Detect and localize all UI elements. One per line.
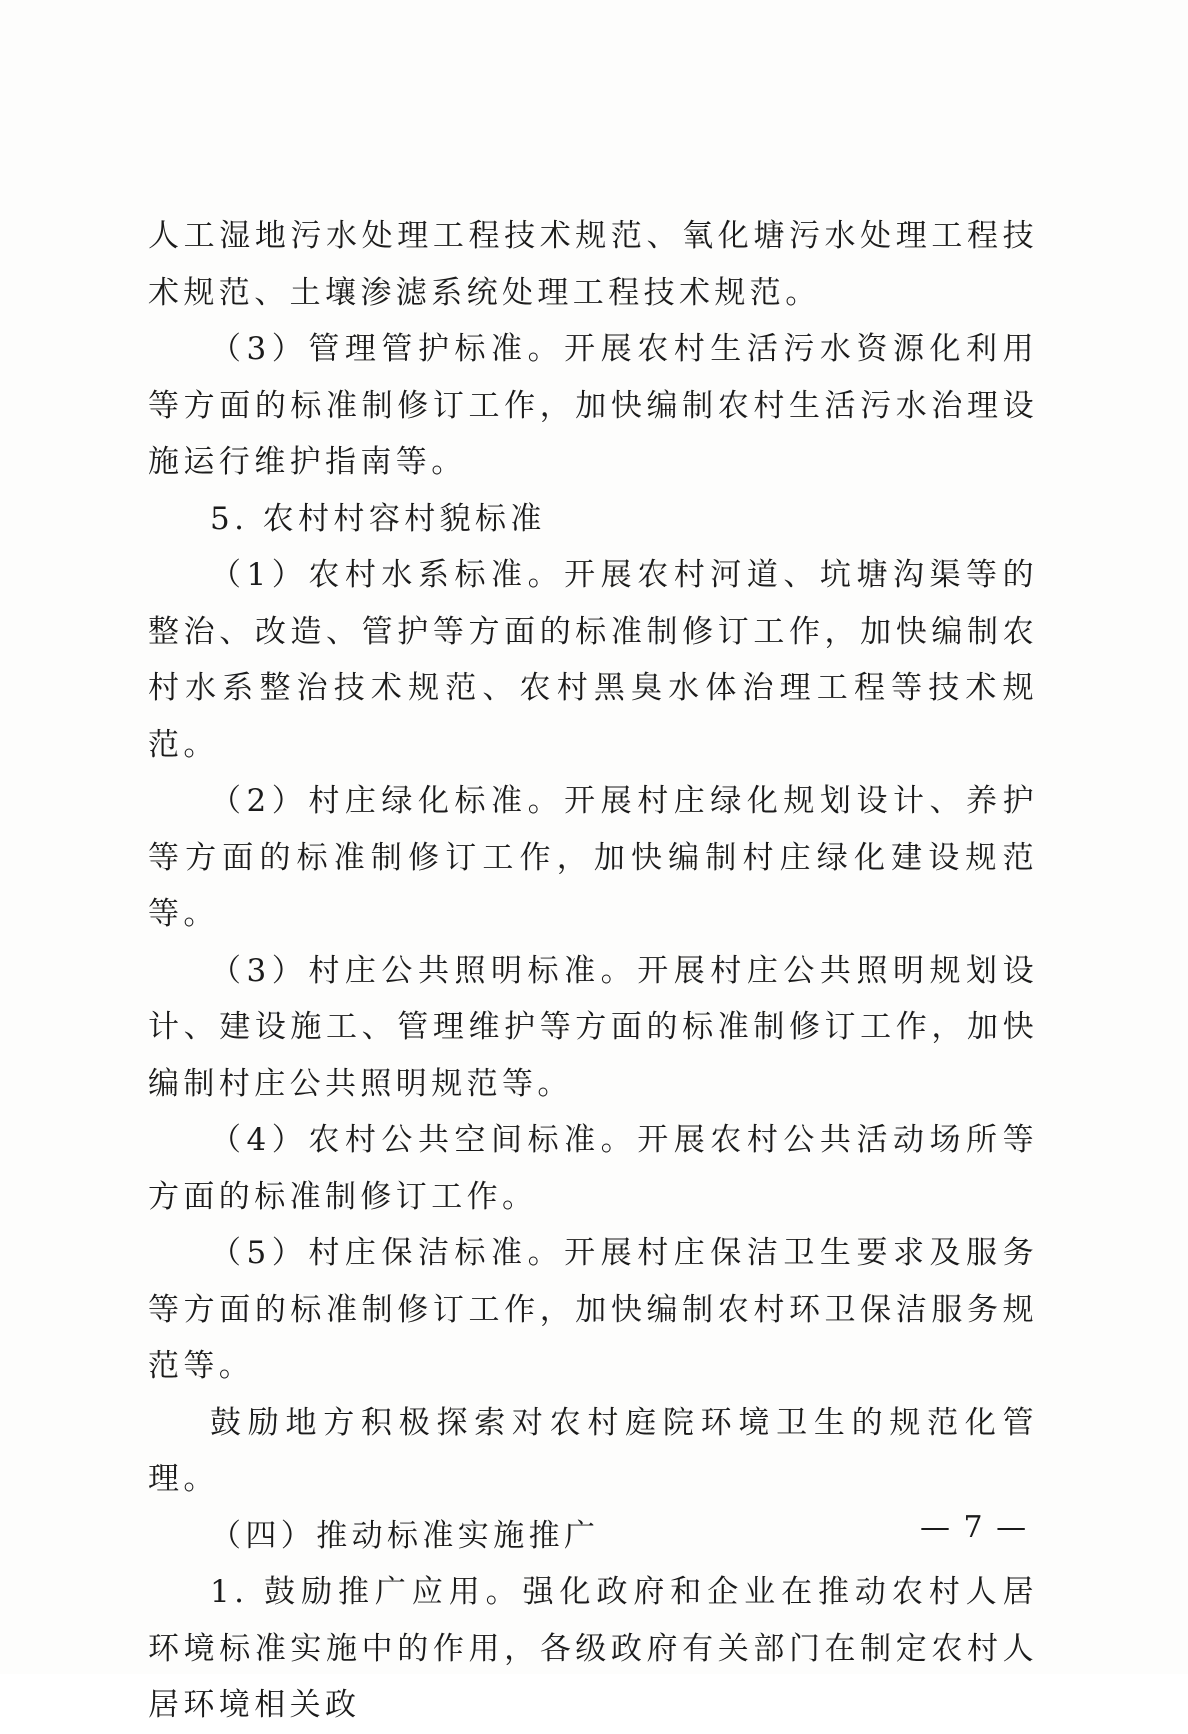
section-heading-implementation: （四）推动标准实施推广 [210, 1517, 600, 1554]
paragraph-greening-standard: （2）村庄绿化标准。开展村庄绿化规划设计、养护等方面的标准制修订工作，加快编制村庄绿化建设规范等。 [148, 783, 1038, 932]
paragraph-public-space-standard: （4）农村公共空间标准。开展农村公共活动场所等方面的标准制修订工作。 [148, 1122, 1038, 1215]
section-heading-village-appearance: 5. 农村村容村貌标准 [210, 500, 546, 537]
paragraph-management-standard: （3）管理管护标准。开展农村生活污水资源化利用等方面的标准制修订工作，加快编制农村生活污水治理设施运行维护指南等。 [148, 331, 1038, 480]
paragraph-cleaning-standard: （5）村庄保洁标准。开展村庄保洁卫生要求及服务等方面的标准制修订工作，加快编制农村环卫保洁服务规范等。 [148, 1235, 1038, 1384]
paragraph-courtyard-encouragement: 鼓励地方积极探索对农村庭院环境卫生的规范化管理。 [148, 1404, 1038, 1497]
paragraph-promotion: 1. 鼓励推广应用。强化政府和企业在推动农村人居环境标准实施中的作用，各级政府有关部门在制定农村人居环境相关政 [148, 1574, 1038, 1723]
page-number: — 7 — [920, 1510, 1029, 1545]
paragraph-continuation: 人工湿地污水处理工程技术规范、氧化塘污水处理工程技术规范、土壤渗滤系统处理工程技术规范。 [148, 218, 1038, 311]
paragraph-water-system-standard: （1）农村水系标准。开展农村河道、坑塘沟渠等的整治、改造、管护等方面的标准制修订工作，加快编制农村水系整治技术规范、农村黑臭水体治理工程等技术规范。 [148, 557, 1038, 763]
paragraph-lighting-standard: （3）村庄公共照明标准。开展村庄公共照明规划设计、建设施工、管理维护等方面的标准制修订工作，加快编制村庄公共照明规范等。 [148, 952, 1038, 1102]
body-text [148, 208, 1038, 1734]
